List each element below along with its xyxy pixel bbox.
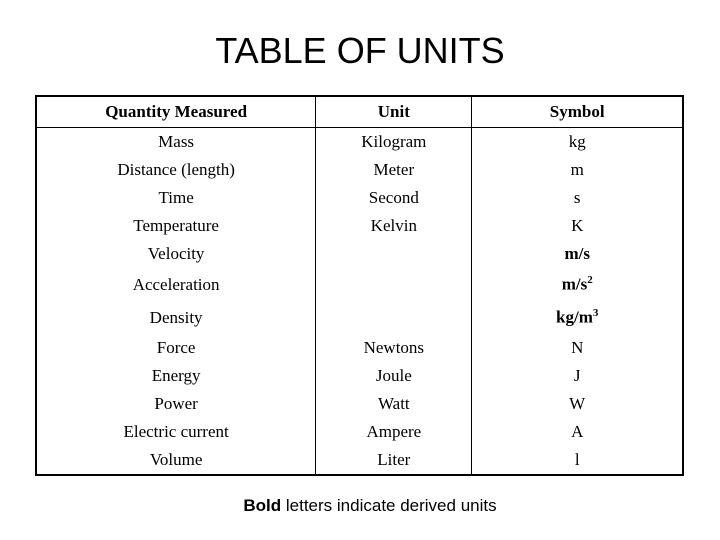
table-row: [36, 334, 683, 362]
header-quantity: Quantity Measured: [36, 96, 316, 128]
cell-symbol: [472, 268, 683, 301]
cell-quantity: Temperature: [133, 216, 219, 235]
table-row: [36, 301, 683, 334]
cell-quantity: Energy: [151, 366, 201, 385]
symbol-text: kg/m: [556, 307, 593, 327]
table-header: [36, 96, 683, 128]
symbol-text: K: [571, 216, 584, 235]
cell-quantity: Acceleration: [132, 274, 220, 294]
cell-unit: Kilogram: [316, 128, 472, 157]
cell-unit: [316, 301, 472, 334]
symbol-text: N: [571, 338, 584, 357]
symbol-text: m/s: [561, 274, 588, 294]
cell-quantity: Force: [156, 338, 196, 357]
cell-symbol: [472, 390, 683, 418]
cell-symbol: [472, 418, 683, 446]
table-row: [36, 390, 683, 418]
symbol-text: A: [571, 422, 584, 441]
table-row: [36, 184, 683, 212]
header-row: [36, 96, 683, 128]
table-row: [36, 418, 683, 446]
cell-symbol: [472, 362, 683, 390]
cell-unit: Meter: [316, 156, 472, 184]
cell-symbol: [472, 156, 683, 184]
footnote-text: letters indicate derived units: [281, 496, 497, 515]
table-row: [36, 212, 683, 240]
cell-unit: Newtons: [316, 334, 472, 362]
cell-quantity: Distance (length): [117, 160, 235, 179]
cell-symbol: [472, 184, 683, 212]
symbol-text: s: [573, 188, 581, 207]
symbol-text: kg: [568, 132, 586, 151]
symbol-text: m/s: [564, 244, 590, 263]
symbol-exponent: 2: [587, 274, 593, 287]
table-row: [36, 446, 683, 475]
table-row: [36, 268, 683, 301]
table-row: [36, 128, 683, 157]
cell-quantity: Electric current: [123, 422, 229, 441]
symbol-text: W: [569, 394, 586, 413]
table-row: [36, 362, 683, 390]
cell-quantity: Time: [158, 188, 194, 207]
cell-unit: Liter: [316, 446, 472, 475]
cell-symbol: [472, 446, 683, 475]
cell-unit: Kelvin: [316, 212, 472, 240]
cell-unit: Joule: [316, 362, 472, 390]
footnote: [0, 496, 720, 516]
cell-quantity: Volume: [149, 450, 203, 469]
cell-symbol: [472, 240, 683, 268]
page-title: TABLE OF UNITS: [215, 30, 505, 71]
cell-quantity: Velocity: [147, 244, 205, 263]
cell-symbol: [472, 212, 683, 240]
symbol-exponent: 3: [592, 307, 599, 320]
header-unit: Unit: [316, 96, 472, 128]
cell-quantity: Power: [154, 394, 198, 413]
cell-symbol: [472, 334, 683, 362]
cell-unit: [316, 268, 472, 301]
cell-unit: Second: [316, 184, 472, 212]
symbol-text: J: [573, 366, 581, 385]
cell-quantity: Density: [149, 307, 203, 327]
footnote-bold: Bold: [243, 496, 282, 515]
cell-quantity: Mass: [158, 132, 195, 151]
cell-unit: Ampere: [316, 418, 472, 446]
table-row: [36, 156, 683, 184]
symbol-text: m: [570, 160, 584, 179]
table-row: [36, 240, 683, 268]
cell-unit: [316, 240, 472, 268]
cell-symbol: [472, 301, 683, 334]
cell-symbol: [472, 128, 683, 157]
header-symbol: Symbol: [472, 96, 683, 128]
cell-unit: Watt: [316, 390, 472, 418]
units-table: [35, 95, 684, 476]
table-body: [36, 128, 683, 476]
symbol-text: l: [574, 450, 580, 469]
